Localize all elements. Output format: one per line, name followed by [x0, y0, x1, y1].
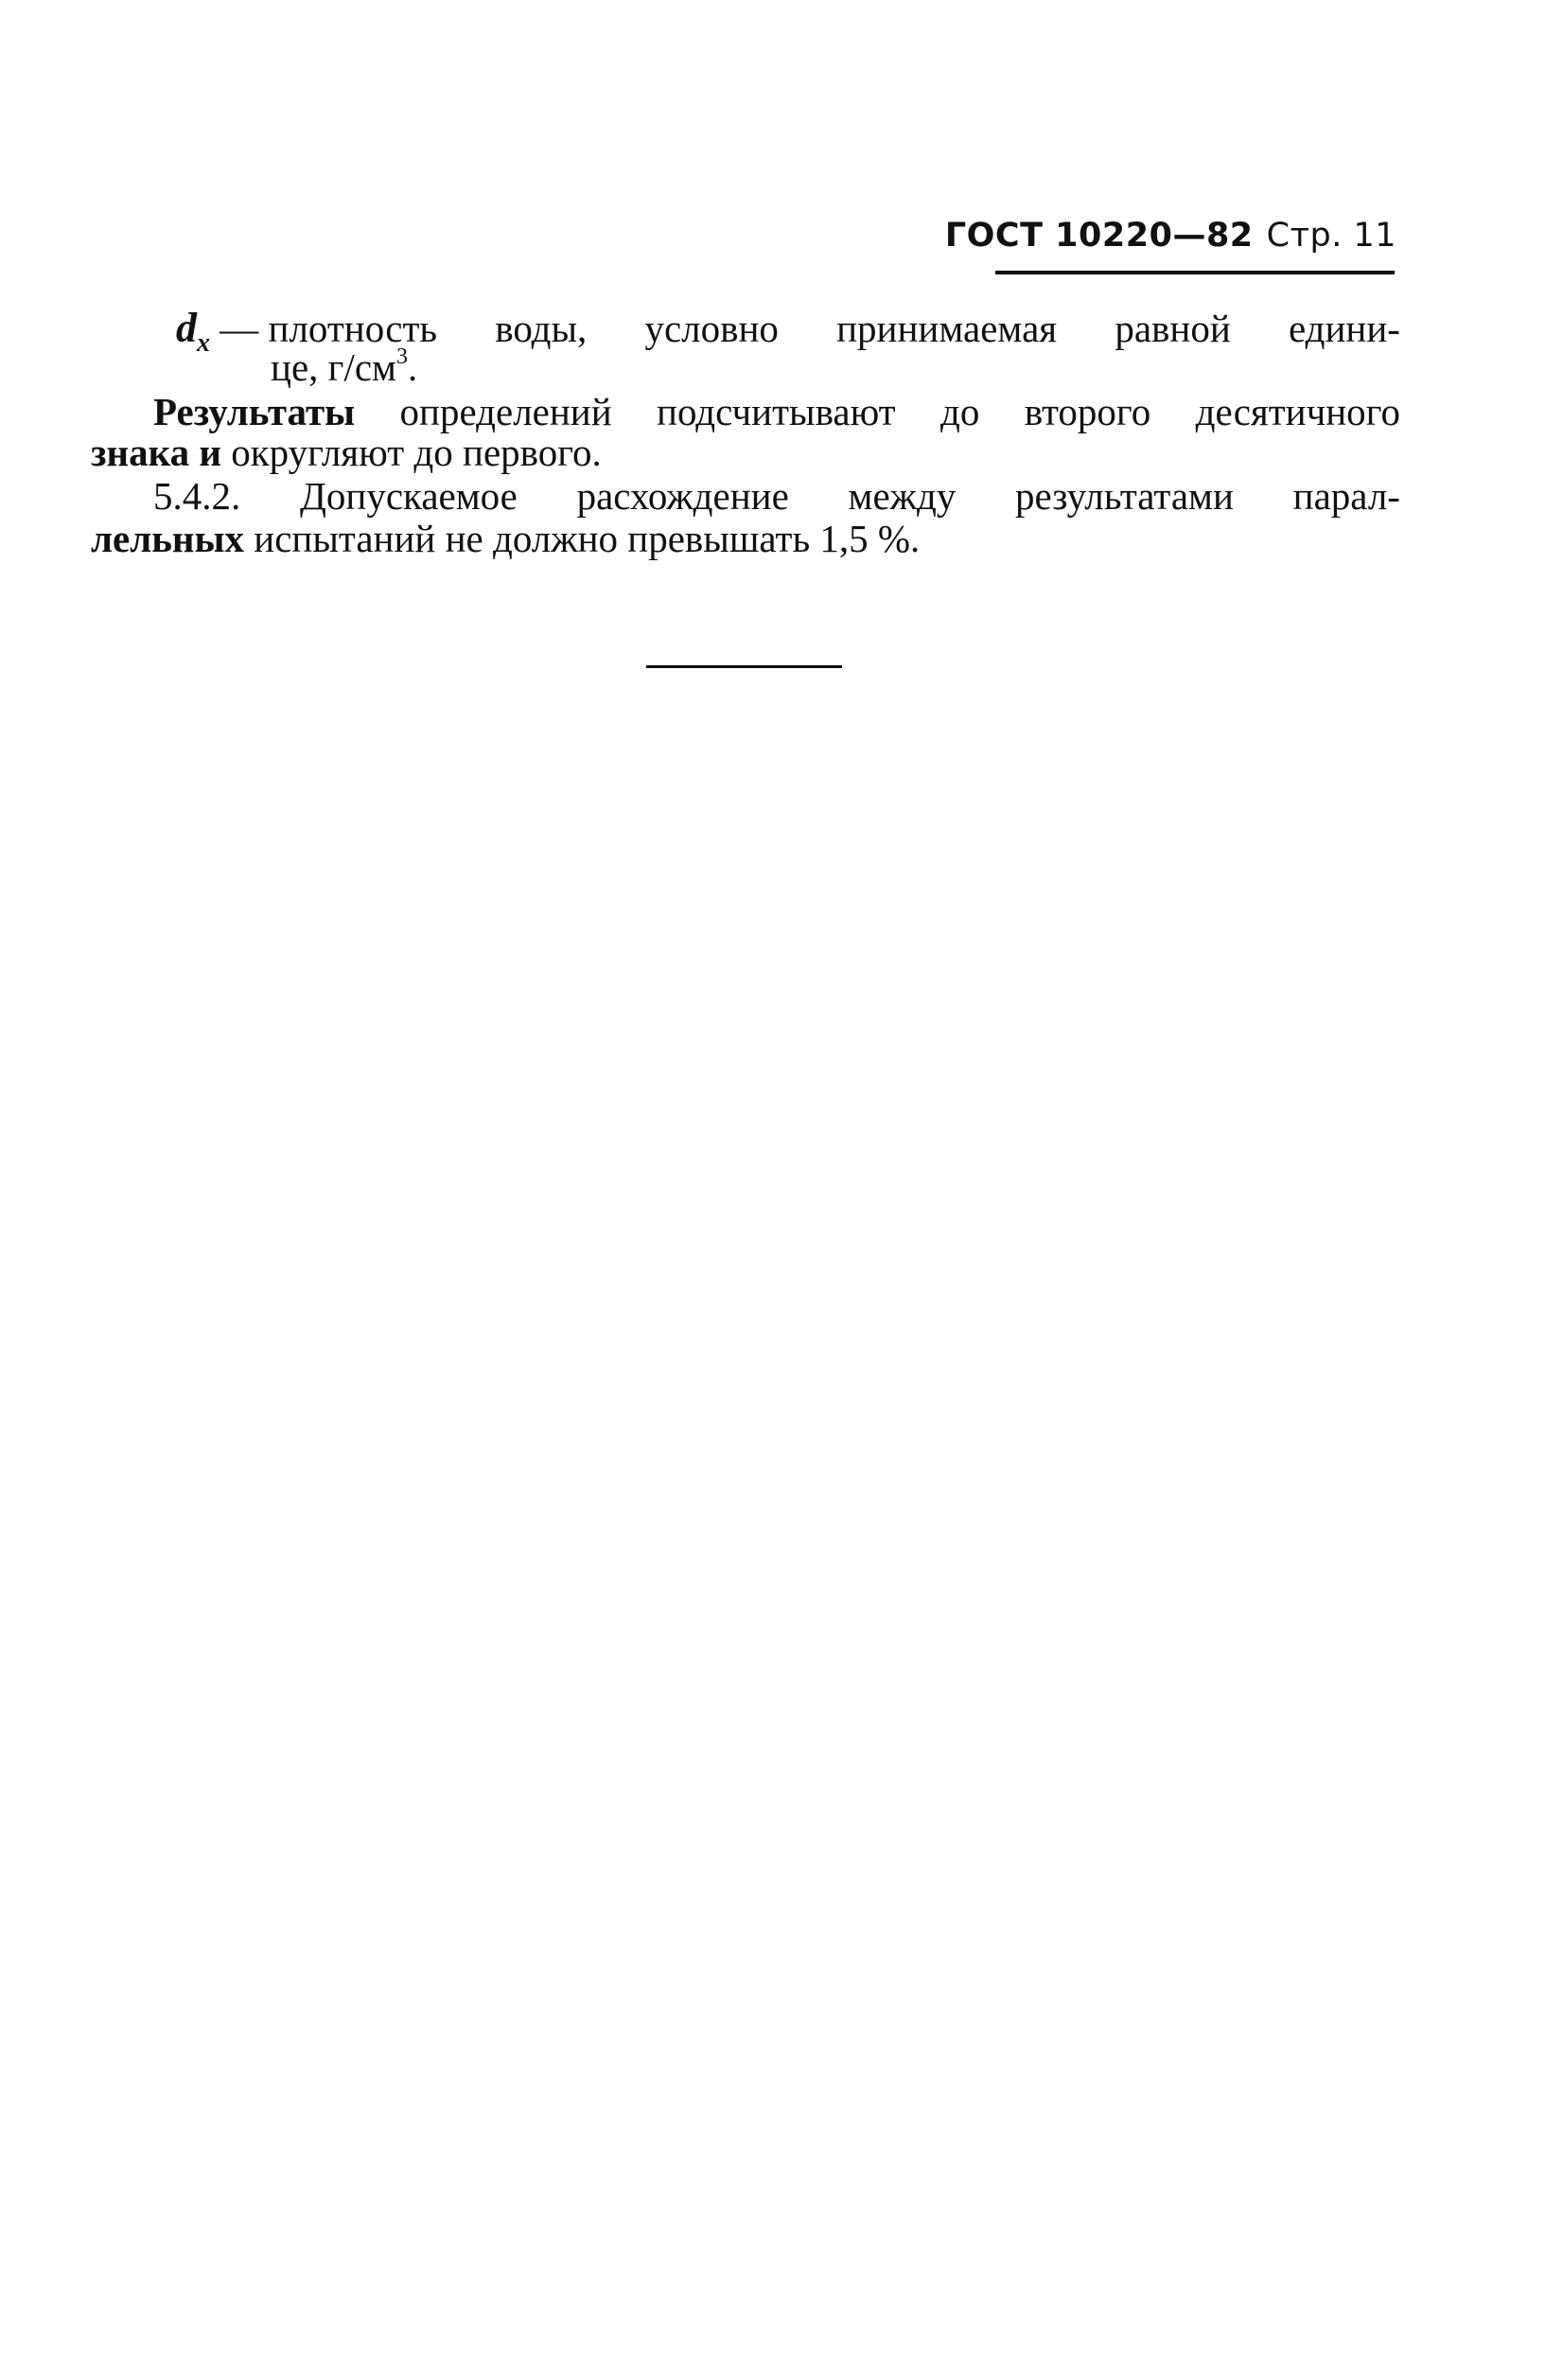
clause-line-1: 5.4.2. Допускаемое расхождение между результатами парал-	[153, 474, 1400, 518]
header-rule	[995, 271, 1395, 274]
definition-symbol: $d_x$ — плотность	[176, 305, 438, 358]
results-line-1: Результаты определений подсчитывают до второго десятичного	[153, 390, 1400, 433]
standard-designation: ГОСТ 10220—82	[944, 217, 1254, 255]
clause-number: 5.4.2.	[153, 474, 241, 518]
clause-line-2: лельных испытаний не должно превышать 1,5 %.	[91, 517, 921, 560]
definition-line-2: це, $г/см^3$.	[271, 344, 418, 389]
running-header	[944, 217, 1396, 255]
definition-line-1: $d_x$ — плотность воды, условно принимаемая равной едини-	[176, 305, 1400, 358]
results-line-2: знака и округляют до первого.	[91, 431, 602, 474]
end-separator	[646, 665, 842, 668]
page-number: Стр. 11	[1266, 217, 1396, 255]
